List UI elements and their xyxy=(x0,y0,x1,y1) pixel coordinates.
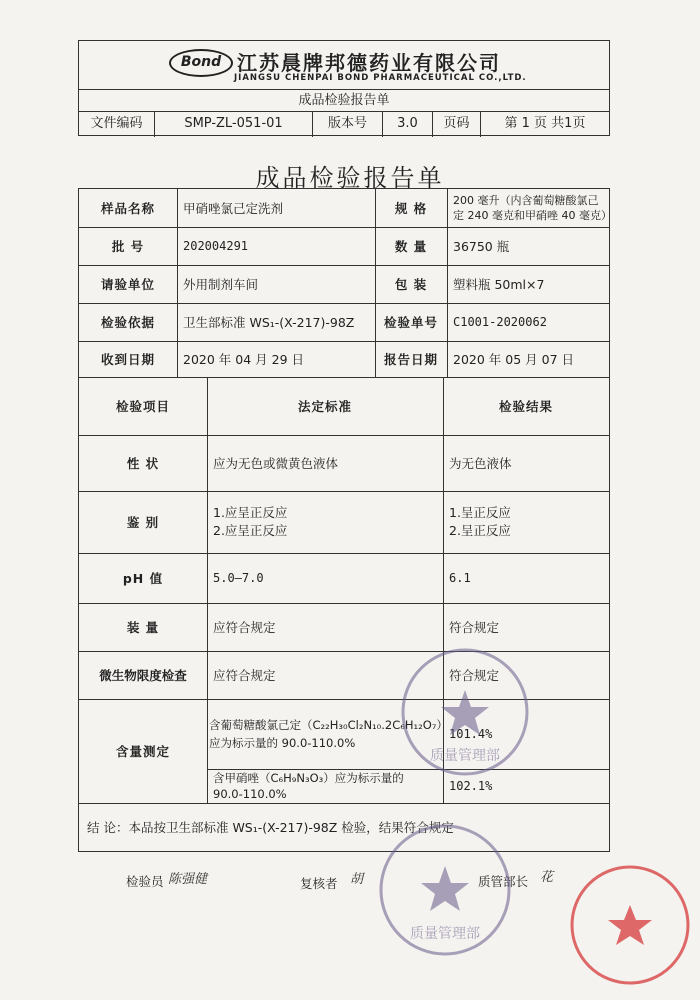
report-date-label: 报告日期 xyxy=(383,352,438,367)
spec-label: 规 格 xyxy=(394,201,428,216)
company-name-en: JIANGSU CHENPAI BOND PHARMACEUTICAL CO.,LTD. xyxy=(234,73,527,83)
page-title: 成品检验报告单 xyxy=(255,164,445,192)
quantity: 36750 瓶 xyxy=(453,239,510,254)
row-fill-result: 符合规定 xyxy=(449,620,500,635)
col-result: 检验结果 xyxy=(498,399,553,414)
spec-line-2: 定 240 毫克和甲硝唑 40 毫克） xyxy=(453,209,612,222)
assay-result-1: 101.4% xyxy=(449,727,493,741)
assay-result-2: 102.1% xyxy=(449,779,493,793)
basis: 卫生部标准 WS₁-(X-217)-98Z xyxy=(183,315,355,330)
assay-std-1-line-2: 应为标示量的 90.0-110.0% xyxy=(209,736,356,750)
version-value: 3.0 xyxy=(383,112,433,137)
qa-stamp-1 xyxy=(403,650,527,774)
row-appearance-item: 性 状 xyxy=(126,456,160,471)
spec-line-1: 200 毫升（内含葡萄糖酸氯己 xyxy=(453,194,599,207)
sample-name-label: 样品名称 xyxy=(100,201,155,216)
quantity-label: 数 量 xyxy=(394,239,428,254)
row-appearance-result: 为无色液体 xyxy=(449,456,512,471)
col-item: 检验项目 xyxy=(115,399,170,414)
received-label: 收到日期 xyxy=(100,352,155,367)
manager-label: 质管部长 xyxy=(478,874,529,889)
svg-text:质量管理部: 质量管理部 xyxy=(430,748,500,764)
conclusion: 结 论：本品按卫生部标准 WS₁-(X-217)-98Z 检验，结果符合规定 xyxy=(87,820,454,835)
row-microbe-result: 符合规定 xyxy=(449,668,500,683)
page-value: 第 1 页 共1页 xyxy=(504,116,586,131)
svg-text:质量管理部: 质量管理部 xyxy=(410,926,480,942)
assay-std-1-line-1: 含葡萄糖酸氯己定（C₂₂H₃₀Cl₂N₁₀.2C₆H₁₂O₇） xyxy=(209,718,448,732)
row-microbe-std: 应符合规定 xyxy=(213,668,276,683)
row-ph-item: pH 值 xyxy=(122,571,164,586)
row-appearance-std: 应为无色或微黄色液体 xyxy=(213,456,339,471)
manager-signature: 花 xyxy=(540,870,554,885)
received-date: 2020 年 04 月 29 日 xyxy=(183,352,304,367)
row-ph-std: 5.0—7.0 xyxy=(213,571,264,585)
inspector-signature: 陈强健 xyxy=(168,872,208,887)
doc-type: 成品检验报告单 xyxy=(79,89,609,112)
row-microbe-item: 微生物限度检查 xyxy=(99,668,187,683)
basis-label: 检验依据 xyxy=(100,315,155,330)
row-ph-result: 6.1 xyxy=(449,571,471,585)
inspector-label: 检验员 xyxy=(126,874,164,889)
bond-logo: Bond xyxy=(169,49,233,77)
report-date: 2020 年 05 月 07 日 xyxy=(453,352,574,367)
qa-stamp-2 xyxy=(381,826,509,954)
ident-res-1: 1.呈正反应 xyxy=(449,505,511,520)
packaging-label: 包 装 xyxy=(394,277,428,292)
sample-name: 甲硝唑氯己定洗剂 xyxy=(183,201,284,216)
reviewer-label: 复核者 xyxy=(300,876,338,891)
page-label: 页码 xyxy=(433,112,481,137)
packaging: 塑料瓶 50ml×7 xyxy=(453,277,545,292)
company-name-cn: 江苏晨牌邦德药业有限公司 xyxy=(237,51,501,75)
ident-std-1: 1.应呈正反应 xyxy=(213,505,288,520)
row-identification-item: 鉴 别 xyxy=(126,515,160,530)
file-no: SMP-ZL-051-01 xyxy=(155,112,313,137)
version-label: 版本号 xyxy=(313,112,383,137)
row-assay-item: 含量测定 xyxy=(115,744,170,759)
file-no-label: 文件编码 xyxy=(79,112,155,137)
reviewer-signature: 胡 xyxy=(350,872,364,887)
row-fill-std: 应符合规定 xyxy=(213,620,276,635)
requester-label: 请验单位 xyxy=(100,277,155,292)
report-no: C1001-2020062 xyxy=(453,315,547,329)
batch-label: 批 号 xyxy=(111,239,145,254)
assay-std-2-line-1: 含甲硝唑（C₆H₉N₃O₃）应为标示量的 xyxy=(213,771,404,785)
row-fill-item: 装 量 xyxy=(126,620,160,635)
col-standard: 法定标准 xyxy=(297,399,352,414)
ident-std-2: 2.应呈正反应 xyxy=(213,523,288,538)
red-stamp xyxy=(572,867,688,983)
ident-res-2: 2.呈正反应 xyxy=(449,523,511,538)
requester: 外用制剂车间 xyxy=(183,277,259,292)
report-no-label: 检验单号 xyxy=(383,315,438,330)
batch-no: 202004291 xyxy=(183,239,249,253)
assay-std-2-line-2: 90.0-110.0% xyxy=(213,787,287,801)
